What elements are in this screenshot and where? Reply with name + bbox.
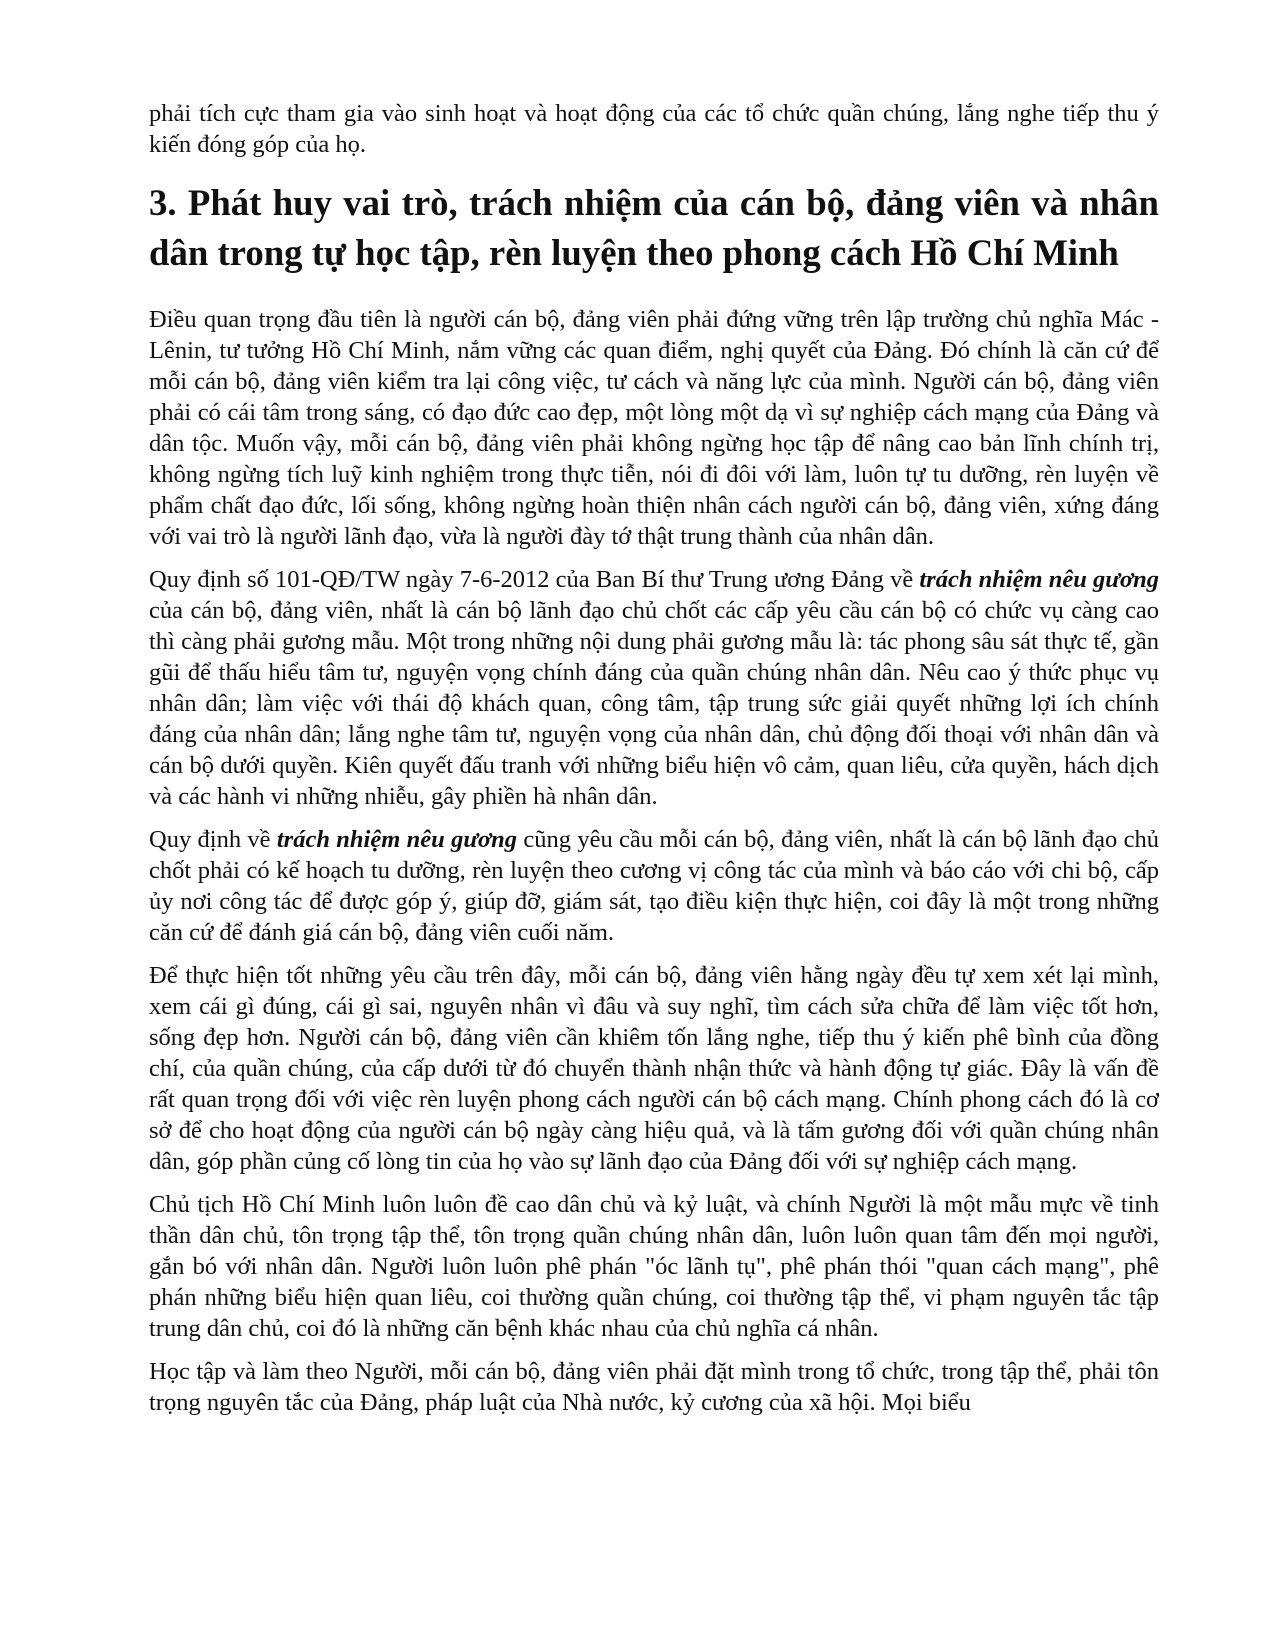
body-paragraph-with-emphasis xyxy=(149,824,1159,948)
body-paragraph: Học tập và làm theo Người, mỗi cán bộ, đảng viên phải đặt mình trong tổ chức, trong tập thể, phải tôn trọng nguyên tắc của Đảng, pháp luật của Nhà nước, kỷ cương của xã hội. Mọi biểu xyxy=(149,1358,1159,1416)
paragraph-text: của cán bộ, đảng viên, nhất là cán bộ lãnh đạo chủ chốt các cấp yêu cầu cán bộ có chức vụ càng cao thì càng phải gương mẫu. Một trong những nội dung phải gương mẫu là: tác phong sâu sát thực tế, gần gũi để thấu hiểu tâm tư, nguyện vọng chính đáng của quần chúng nhân dân. Nêu cao ý thức phục vụ nhân dân; làm việc với thái độ khách quan, công tâm, tập trung sức giải quyết những lợi ích chính đáng của nhân dân; lắng nghe tâm tư, nguyện vọng của nhân dân, chủ động đối thoại với nhân dân và cán bộ dưới quyền. Kiên quyết đấu tranh với những biểu hiện vô cảm, quan liêu, cửa quyền, hách dịch và các hành vi những nhiễu, gây phiền hà nhân dân. xyxy=(149,597,1159,810)
emphasis-text: trách nhiệm nêu gương xyxy=(919,566,1159,593)
paragraph-text: cũng yêu cầu mỗi cán bộ, đảng viên, nhất là cán bộ lãnh đạo chủ chốt phải có kế hoạch tu dưỡng, rèn luyện theo cương vị công tác của mình và báo cáo với chi bộ, cấp ủy nơi công tác để được góp ý, giúp đỡ, giám sát, tạo điều kiện thực hiện, coi đây là một trong những căn cứ để đánh giá cán bộ, đảng viên cuối năm. xyxy=(149,826,1159,946)
body-paragraph: Để thực hiện tốt những yêu cầu trên đây, mỗi cán bộ, đảng viên hằng ngày đều tự xem xét lại mình, xem cái gì đúng, cái gì sai, nguyên nhân vì đâu và suy nghĩ, tìm cách sửa chữa để làm việc tốt hơn, sống đẹp hơn. Người cán bộ, đảng viên cần khiêm tốn lắng nghe, tiếp thu ý kiến phê bình của đồng chí, của quần chúng, của cấp dưới từ đó chuyển thành nhận thức và hành động tự giác. Đây là vấn đề rất quan trọng đối với việc rèn luyện phong cách người cán bộ cách mạng. Chính phong cách đó là cơ sở để cho hoạt động của người cán bộ ngày càng hiệu quả, và là tấm gương đối với quần chúng nhân dân, góp phần củng cố lòng tin của họ vào sự lãnh đạo của Đảng đối với sự nghiệp cách mạng. xyxy=(149,962,1159,1175)
continuation-paragraph: phải tích cực tham gia vào sinh hoạt và hoạt động của các tổ chức quần chúng, lắng nghe tiếp thu ý kiến đóng góp của họ. xyxy=(149,100,1159,158)
paragraph-text: Quy định số 101-QĐ/TW ngày 7-6-2012 của Ban Bí thư Trung ương Đảng về xyxy=(149,566,920,593)
body-paragraph: Chủ tịch Hồ Chí Minh luôn luôn đề cao dân chủ và kỷ luật, và chính Người là một mẫu mực về tinh thần dân chủ, tôn trọng tập thể, tôn trọng quần chúng nhân dân, luôn luôn quan tâm đến mọi người, gắn bó với nhân dân. Người luôn luôn phê phán "óc lãnh tụ", phê phán thói "quan cách mạng", phê phán những biểu hiện quan liêu, coi thường quần chúng, coi thường tập thể, vi phạm nguyên tắc tập trung dân chủ, coi đó là những căn bệnh khác nhau của chủ nghĩa cá nhân. xyxy=(149,1191,1159,1342)
section-heading: 3. Phát huy vai trò, trách nhiệm của cán bộ, đảng viên và nhân dân trong tự học tập, rèn luyện theo phong cách Hồ Chí Minh xyxy=(149,182,1159,273)
paragraph-text: Quy định về xyxy=(149,826,277,853)
body-paragraph-with-emphasis xyxy=(149,564,1159,812)
emphasis-text: trách nhiệm nêu gương xyxy=(276,826,518,853)
document-page xyxy=(149,98,1159,1430)
body-paragraph: Điều quan trọng đầu tiên là người cán bộ, đảng viên phải đứng vững trên lập trường chủ nghĩa Mác - Lênin, tư tưởng Hồ Chí Minh, nắm vững các quan điểm, nghị quyết của Đảng. Đó chính là căn cứ để mỗi cán bộ, đảng viên kiểm tra lại công việc, tư cách và năng lực của mình. Người cán bộ, đảng viên phải có cái tâm trong sáng, có đạo đức cao đẹp, một lòng một dạ vì sự nghiệp cách mạng của Đảng và dân tộc. Muốn vậy, mỗi cán bộ, đảng viên phải không ngừng học tập để nâng cao bản lĩnh chính trị, không ngừng tích luỹ kinh nghiệm trong thực tiễn, nói đi đôi với làm, luôn tự tu dưỡng, rèn luyện về phẩm chất đạo đức, lối sống, không ngừng hoàn thiện nhân cách người cán bộ, đảng viên, xứng đáng với vai trò là người lãnh đạo, vừa là người đày tớ thật trung thành của nhân dân. xyxy=(149,306,1159,550)
